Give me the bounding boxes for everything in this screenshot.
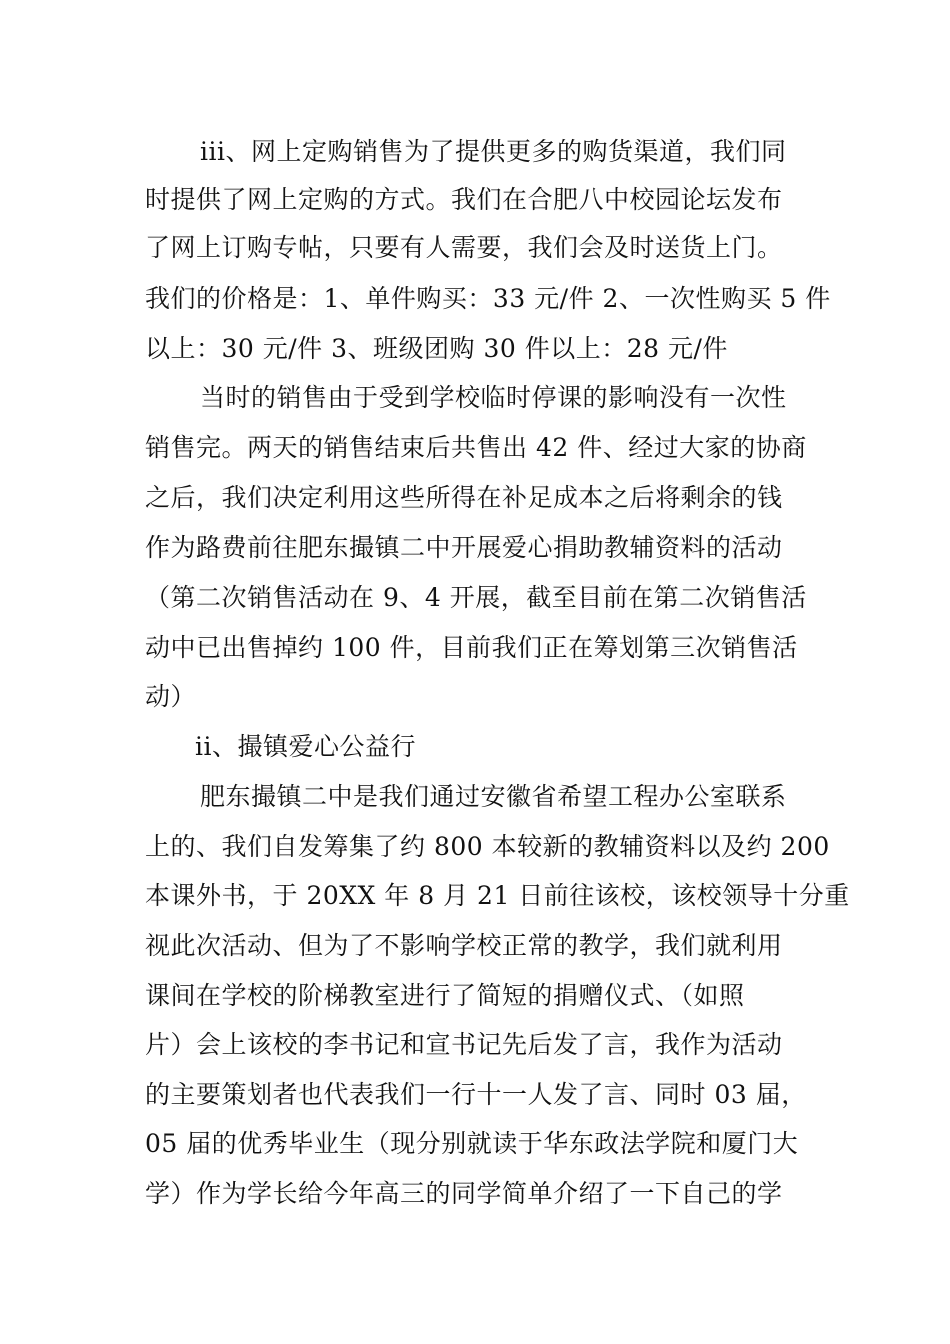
paragraph-line: （第二次销售活动在 9、4 开展，截至目前在第二次销售活 bbox=[145, 583, 807, 612]
paragraph-line: 学）作为学长给今年高三的同学简单介绍了一下自己的学 bbox=[145, 1179, 783, 1208]
paragraph-line: 以上：30 元/件 3、班级团购 30 件以上：28 元/件 bbox=[145, 334, 728, 363]
paragraph-line: 销售完。两天的销售结束后共售出 42 件、经过大家的协商 bbox=[145, 433, 807, 462]
paragraph-line: 本课外书，于 20XX 年 8 月 21 日前往该校，该校领导十分重 bbox=[145, 881, 850, 910]
paragraph-line: 了网上订购专帖，只要有人需要，我们会及时送货上门。 bbox=[145, 233, 783, 262]
paragraph-line: 上的、我们自发筹集了约 800 本较新的教辅资料以及约 200 bbox=[145, 832, 830, 861]
paragraph-line: 05 届的优秀毕业生（现分别就读于华东政法学院和厦门大 bbox=[145, 1129, 799, 1158]
paragraph-line: 当时的销售由于受到学校临时停课的影响没有一次性 bbox=[200, 383, 787, 412]
section-heading: ii、撮镇爱心公益行 bbox=[195, 732, 416, 761]
paragraph-line: 课间在学校的阶梯教室进行了简短的捐赠仪式、（如照 bbox=[145, 981, 745, 1010]
paragraph-line: 视此次活动、但为了不影响学校正常的教学，我们就利用 bbox=[145, 931, 783, 960]
paragraph-line: 作为路费前往肥东撮镇二中开展爱心捐助教辅资料的活动 bbox=[145, 533, 783, 562]
paragraph-line: 肥东撮镇二中是我们通过安徽省希望工程办公室联系 bbox=[200, 782, 787, 811]
paragraph-line: 动） bbox=[145, 682, 197, 711]
paragraph-line: 之后，我们决定利用这些所得在补足成本之后将剩余的钱 bbox=[145, 483, 783, 512]
paragraph-line: 的主要策划者也代表我们一行十一人发了言、同时 03 届， bbox=[145, 1080, 807, 1109]
paragraph-line: 我们的价格是：1、单件购买：33 元/件 2、一次性购买 5 件 bbox=[145, 284, 831, 313]
paragraph-line: 片）会上该校的李书记和宣书记先后发了言，我作为活动 bbox=[145, 1030, 783, 1059]
paragraph-line: 动中已出售掉约 100 件，目前我们正在筹划第三次销售活 bbox=[145, 633, 798, 662]
paragraph-line: 时提供了网上定购的方式。我们在合肥八中校园论坛发布 bbox=[145, 185, 783, 214]
paragraph-line: iii、网上定购销售为了提供更多的购货渠道，我们同 bbox=[200, 137, 787, 166]
